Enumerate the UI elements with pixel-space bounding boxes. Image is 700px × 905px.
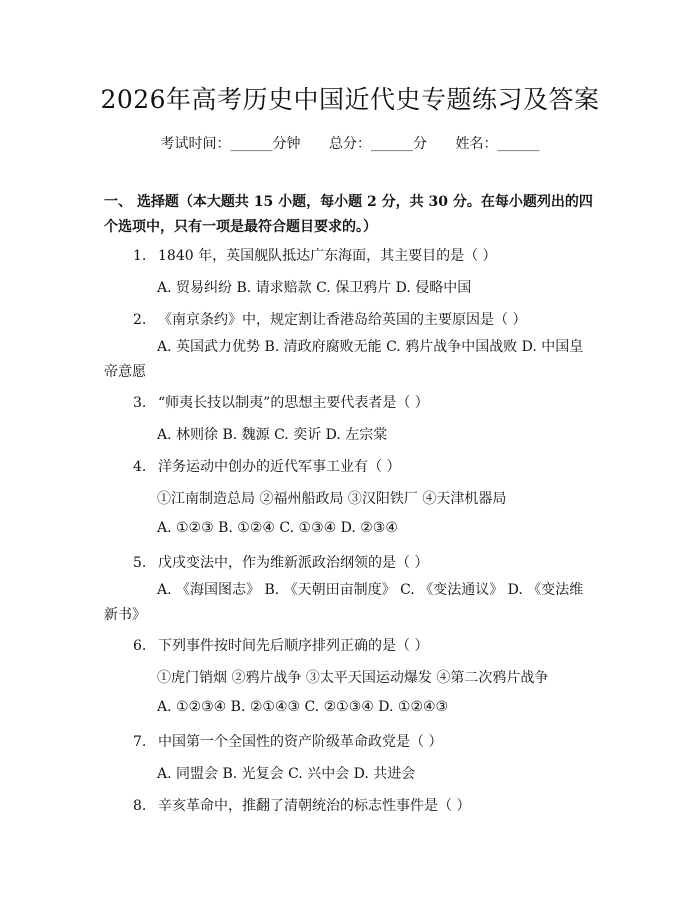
- question-number: 1.: [133, 248, 147, 264]
- question-text: 戊戌变法中，作为维新派政治纲领的是（ ）: [158, 555, 429, 571]
- question-3-options: A. 林则徐 B. 魏源 C. 奕䜣 D. 左宗棠: [157, 427, 388, 443]
- question-text: 辛亥革命中，推翻了清朝统治的标志性事件是（ ）: [158, 798, 471, 814]
- question-number: 8.: [133, 798, 147, 814]
- question-7-options: A. 同盟会 B. 光复会 C. 兴中会 D. 共进会: [157, 766, 416, 782]
- question-7: [133, 731, 442, 751]
- question-text: 洋务运动中创办的近代军事工业有（ ）: [158, 459, 401, 475]
- question-8: [133, 795, 470, 815]
- question-text: 1840 年，英国舰队抵达广东海面，其主要目的是（ ）: [158, 248, 497, 264]
- question-6: [133, 635, 428, 655]
- question-6-options: A. ①②③④ B. ②①④③ C. ②①③④ D. ①②④③: [157, 699, 449, 715]
- question-4-options: A. ①②③ B. ①②④ C. ①③④ D. ②③④: [157, 520, 398, 536]
- question-4-items: ①江南制造总局 ②福州船政局 ③汉阳铁厂 ④天津机器局: [157, 491, 507, 507]
- question-2-options: A. 英国武力优势 B. 清政府腐败无能 C. 鸦片战争中国战败 D. 中国皇帝意愿: [104, 339, 584, 380]
- section-heading: 一、 选择题（本大题共 15 小题，每小题 2 分，共 30 分。在每小题列出的四个选项中，只有一项是最符合题目要求的。）: [104, 194, 593, 235]
- question-number: 5.: [133, 555, 147, 571]
- question-6-items: ①虎门销烟 ②鸦片战争 ③太平天国运动爆发 ④第二次鸦片战争: [157, 670, 549, 686]
- question-number: 6.: [133, 638, 147, 654]
- question-text: “师夷长技以制夷”的思想主要代表者是（ ）: [158, 395, 429, 411]
- question-text: 下列事件按时间先后顺序排列正确的是（ ）: [158, 638, 429, 654]
- document-title: 2026年高考历史中国近代史专题练习及答案: [100, 85, 600, 114]
- exam-time-field: 考试时间：______分钟: [160, 136, 301, 152]
- question-number: 4.: [133, 459, 147, 475]
- question-3: [133, 392, 429, 412]
- question-5-options: A. 《海国图志》 B. 《天朝田亩制度》 C. 《变法通议》 D. 《变法维新书》: [104, 582, 584, 623]
- question-text: 《南京条约》中，规定割让香港岛给英国的主要原因是（ ）: [158, 312, 527, 328]
- question-1-options: A. 贸易纠纷 B. 请求赔款 C. 保卫鸦片 D. 侵略中国: [157, 280, 472, 296]
- question-4: [133, 456, 400, 476]
- question-number: 3.: [133, 395, 147, 411]
- question-number: 2.: [133, 312, 147, 328]
- question-text: 中国第一个全国性的资产阶级革命政党是（ ）: [158, 734, 443, 750]
- total-score-field: 总分：______分: [329, 136, 427, 152]
- exam-info-line: [0, 133, 700, 153]
- question-5: [133, 552, 428, 572]
- question-number: 7.: [133, 734, 147, 750]
- student-name-field: 姓名：______: [455, 136, 540, 152]
- question-1: [133, 245, 497, 265]
- question-2: [133, 309, 526, 329]
